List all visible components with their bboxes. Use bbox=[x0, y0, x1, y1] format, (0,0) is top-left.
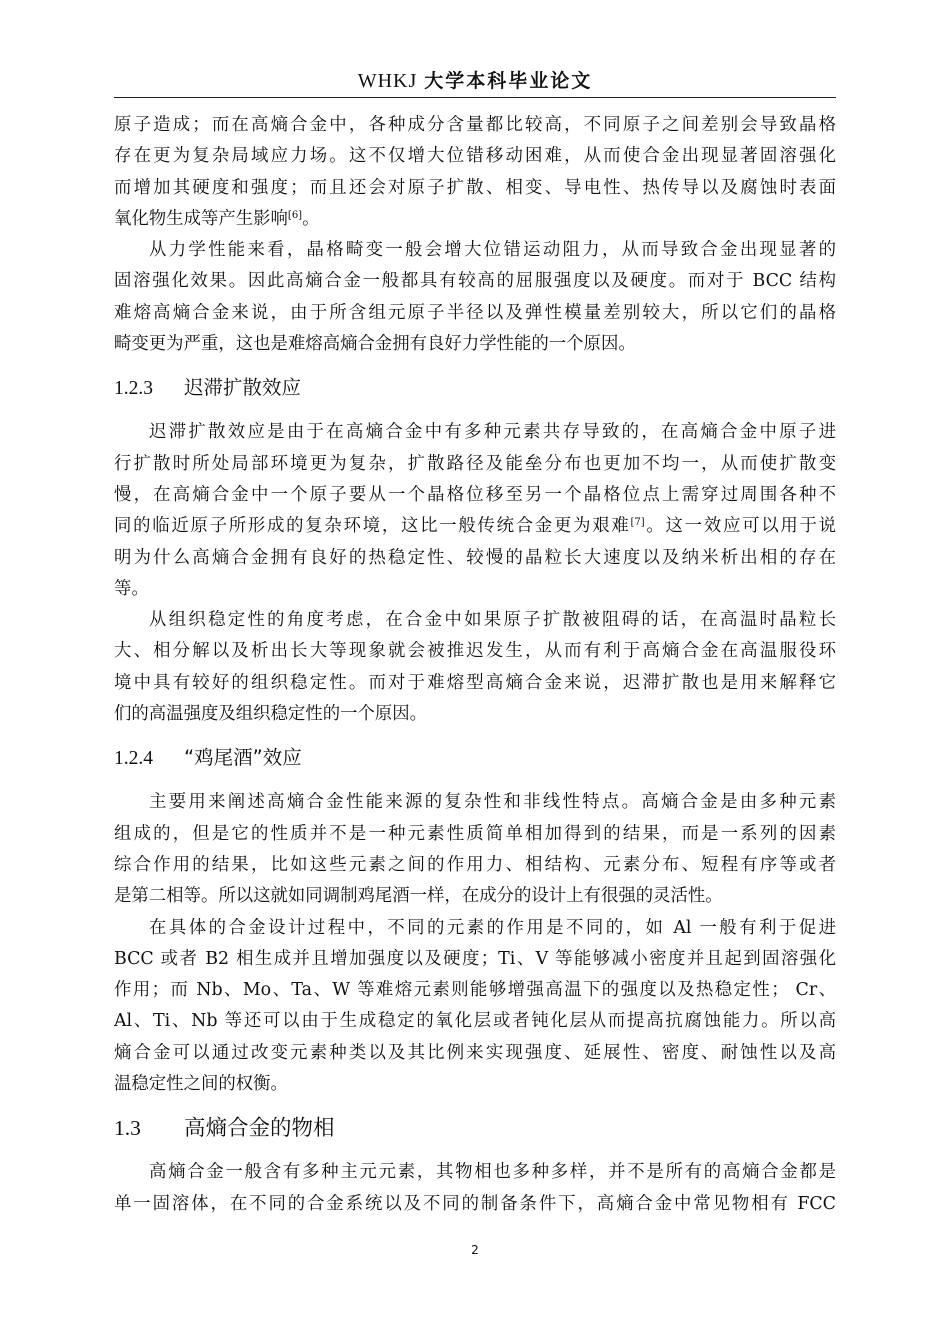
paragraph-phases bbox=[114, 1157, 836, 1220]
text-line: 畸变更为严重，这也是难熔高熵合金拥有良好力学性能的一个原因。 bbox=[114, 334, 636, 355]
section-heading-1-2-3 bbox=[114, 368, 836, 409]
text-line: 迟滞扩散效应是由于在高熵合金中有多种元素共存导致的，在高熵合金中原子进 bbox=[149, 422, 836, 443]
text-line: 主要用来阐述高熵合金性能来源的复杂性和非线性特点。高熵合金是由多种元素 bbox=[149, 792, 836, 813]
text-line: 温稳定性之间的权衡。 bbox=[114, 1074, 288, 1095]
body-text bbox=[114, 110, 836, 1220]
text-fragment: 。这一效应可以用于说 bbox=[644, 516, 836, 537]
text-line: 高熵合金一般含有多种主元元素，其物相也多种多样，并不是所有的高熵合金都是 bbox=[149, 1162, 836, 1183]
text-line: 在具体的合金设计过程中，不同的元素的作用是不同的，如 Al 一般有利于促进 bbox=[149, 917, 836, 938]
text-line: 从组织稳定性的角度考虑，在合金中如果原子扩散被阻碍的话，在高温时晶粒长 bbox=[149, 610, 836, 631]
citation-ref: [6] bbox=[287, 209, 303, 221]
text-line: 慢，在高熵合金中一个原子要从一个晶格位移至另一个晶格位点上需穿过周围各种不 bbox=[114, 484, 836, 505]
text-line: 难熔高熵合金来说，由于所含组元原子半径以及弹性模量差别较大，所以它们的晶格 bbox=[114, 302, 836, 323]
text-fragment: 同的临近原子所形成的复杂环境，这比一般传统合金更为艰难 bbox=[114, 516, 631, 537]
paragraph-cocktail-effect bbox=[114, 787, 836, 912]
header-university-title: 大学本科毕业论文 bbox=[424, 70, 593, 92]
section-heading-1-3 bbox=[114, 1108, 836, 1149]
text-line: BCC 或者 B2 相生成并且增加强度以及硬度；Ti、V 等能够减小密度并且起到固溶强化 bbox=[114, 948, 836, 969]
paragraph-sluggish-diffusion bbox=[114, 417, 836, 605]
text-line: 综合作用的结果，比如这些元素之间的作用力、相结构、元素分布、短程有序等或者 bbox=[114, 854, 836, 875]
text-line: 从力学性能来看，晶格畸变一般会增大位错运动阻力，从而导致合金出现显著的 bbox=[149, 240, 836, 261]
text-line: 作用；而 Nb、Mo、Ta、W 等难熔元素则能够增强高温下的强度以及热稳定性； Cr、 bbox=[114, 980, 836, 1001]
text-line: 单一固溶体，在不同的合金系统以及不同的制备条件下，高熵合金中常见物相有 FCC bbox=[114, 1193, 836, 1214]
text-line: 存在更为复杂局域应力场。这不仅增大位错移动困难，从而使合金出现显著固溶强化 bbox=[114, 146, 836, 167]
text-line bbox=[114, 511, 836, 542]
text-line: 组成的，但是它的性质并不是一种元素性质简单相加得到的结果，而是一系列的因素 bbox=[114, 823, 836, 844]
text-fragment: 。 bbox=[302, 208, 320, 229]
paragraph-microstructure-stability bbox=[114, 605, 836, 730]
text-line: 明为什么高熵合金拥有良好的热稳定性、较慢的晶粒长大速度以及纳米析出相的存在 bbox=[114, 547, 836, 568]
text-line: 而增加其硬度和强度；而且还会对原子扩散、相变、导电性、热传导以及腐蚀时表面 bbox=[114, 177, 836, 198]
page-number: 2 bbox=[471, 1243, 479, 1257]
text-line: 是第二相等。所以这就如同调制鸡尾酒一样，在成分的设计上有很强的灵活性。 bbox=[114, 886, 723, 907]
text-line: 行扩散时所处局部环境更为复杂，扩散路径及能垒分布也更加不均一，从而使扩散变 bbox=[114, 453, 836, 474]
paragraph-mechanical-properties bbox=[114, 235, 836, 360]
text-line: 们的高温强度及组织稳定性的一个原因。 bbox=[114, 704, 428, 725]
section-number: 1.3 bbox=[114, 1116, 141, 1141]
text-line: 熵合金可以通过改变元素种类以及其比例来实现强度、延展性、密度、耐蚀性以及高 bbox=[114, 1042, 836, 1063]
text-line bbox=[114, 204, 836, 235]
header-latin-text: WHKJ bbox=[357, 70, 418, 92]
citation-ref: [7] bbox=[630, 517, 645, 529]
section-heading-1-2-4 bbox=[114, 738, 836, 779]
section-title: 迟滞扩散效应 bbox=[184, 376, 302, 400]
section-number: 1.2.3 bbox=[114, 378, 153, 400]
section-number: 1.2.4 bbox=[114, 748, 153, 770]
text-line: 境中具有较好的组织稳定性。而对于难熔型高熵合金来说，迟滞扩散也是用来解释它 bbox=[114, 672, 836, 693]
header-rule bbox=[114, 97, 836, 98]
paragraph-alloy-design bbox=[114, 913, 836, 1101]
text-line: 大、相分解以及析出长大等现象就会被推迟发生，从而有利于高熵合金在高温服役环 bbox=[114, 641, 836, 662]
running-header bbox=[114, 66, 836, 96]
section-title: “鸡尾酒”效应 bbox=[184, 746, 302, 770]
text-line: 原子造成；而在高熵合金中，各种成分含量都比较高，不同原子之间差别会导致晶格 bbox=[114, 115, 836, 135]
section-title: 高熵合金的物相 bbox=[184, 1116, 335, 1142]
text-line: 固溶强化效果。因此高熵合金一般都具有较高的屈服强度以及硬度。而对于 BCC 结构 bbox=[114, 271, 836, 292]
text-fragment: 氧化物生成等产生影响 bbox=[114, 208, 288, 229]
paragraph-lattice-distortion-cont bbox=[114, 110, 836, 235]
text-line: Al、Ti、Nb 等还可以由于生成稳定的氧化层或者钝化层从而提高抗腐蚀能力。所以高 bbox=[114, 1011, 836, 1032]
text-line: 等。 bbox=[114, 578, 149, 599]
